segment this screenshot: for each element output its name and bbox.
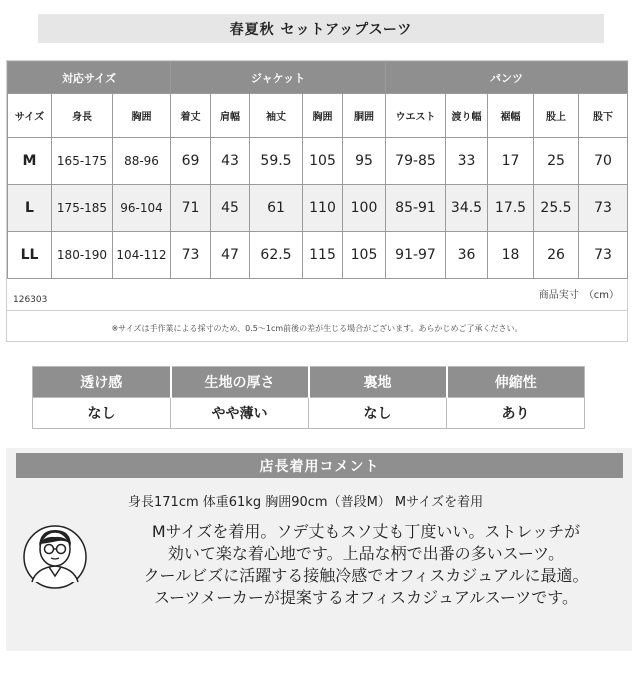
table-cell: 26 (534, 232, 579, 279)
table-cell: 45 (211, 185, 250, 232)
table-cell: 115 (303, 232, 343, 279)
feature-value: なし (33, 398, 171, 429)
feature-header: 生地の厚さ (171, 367, 309, 398)
table-cell: 104-112 (113, 232, 171, 279)
table-cell: 105 (303, 138, 343, 185)
size-note: ※サイズは手作業による採寸のため、0.5〜1cm前後の差が生じる場合がございます。あらかじめご了承ください。 (111, 324, 523, 333)
table-cell: 73 (171, 232, 211, 279)
comment-text (106, 521, 626, 609)
table-cell: 43 (211, 138, 250, 185)
feature-header: 裏地 (309, 367, 447, 398)
table-cell: 62.5 (250, 232, 303, 279)
table-cell: 100 (343, 185, 386, 232)
column-header: 着丈 (171, 94, 211, 138)
table-cell: 59.5 (250, 138, 303, 185)
table-cell: 70 (579, 138, 628, 185)
comment-line: スーツメーカーが提案するオフィスカジュアルスーツです。 (153, 588, 578, 607)
column-header-row (8, 94, 628, 138)
feature-value: やや薄い (171, 398, 309, 429)
feature-header: 透け感 (33, 367, 171, 398)
product-code: 126303 (13, 295, 48, 305)
table-row (8, 138, 628, 185)
column-header: 袖丈 (250, 94, 303, 138)
column-header: 股上 (534, 94, 579, 138)
size-cell: LL (8, 232, 52, 279)
column-header: 裾幅 (488, 94, 534, 138)
wearer-profile: 身長171cm 体重61kg 胸囲90cm（普段M） Mサイズを着用 (128, 495, 484, 510)
table-cell: 165-175 (52, 138, 113, 185)
table-row (8, 185, 628, 232)
features-value-row (33, 398, 585, 429)
comment-line: 効いて楽な着心地です。上品な柄で出番の多いスーツ。 (167, 544, 565, 563)
column-header: サイズ (8, 94, 52, 138)
feature-value: なし (309, 398, 447, 429)
feature-header: 伸縮性 (447, 367, 585, 398)
column-header: 身長 (52, 94, 113, 138)
feature-value: あり (447, 398, 585, 429)
column-header: 胴囲 (343, 94, 386, 138)
table-cell: 18 (488, 232, 534, 279)
man-with-glasses-avatar-icon (22, 516, 88, 598)
table-cell: 71 (171, 185, 211, 232)
table-cell: 175-185 (52, 185, 113, 232)
manager-comment-section (6, 448, 632, 651)
page-title: 春夏秋 セットアップスーツ (38, 14, 604, 43)
group-header: ジャケット (171, 62, 386, 94)
table-cell: 36 (446, 232, 488, 279)
table-cell: 85-91 (386, 185, 446, 232)
table-cell: 33 (446, 138, 488, 185)
size-cell: L (8, 185, 52, 232)
group-header-row (8, 62, 628, 94)
column-header: 渡り幅 (446, 94, 488, 138)
divider (7, 310, 627, 311)
table-cell: 17 (488, 138, 534, 185)
column-header: ウエスト (386, 94, 446, 138)
table-cell: 34.5 (446, 185, 488, 232)
table-cell: 69 (171, 138, 211, 185)
column-header: 胸囲 (303, 94, 343, 138)
table-row (8, 232, 628, 279)
table-cell: 96-104 (113, 185, 171, 232)
column-header: 股下 (579, 94, 628, 138)
column-header: 胸囲 (113, 94, 171, 138)
table-cell: 25 (534, 138, 579, 185)
group-header: パンツ (386, 62, 628, 94)
features-header-row (33, 367, 585, 398)
table-cell: 73 (579, 232, 628, 279)
table-cell: 79-85 (386, 138, 446, 185)
features-table (32, 366, 585, 429)
table-cell: 61 (250, 185, 303, 232)
size-chart (6, 60, 628, 342)
table-cell: 95 (343, 138, 386, 185)
column-header: 肩幅 (211, 94, 250, 138)
group-header: 対応サイズ (8, 62, 171, 94)
table-cell: 47 (211, 232, 250, 279)
comment-line: クールビズに活躍する接触冷感でオフィスカジュアルに最適。 (143, 566, 589, 585)
table-cell: 17.5 (488, 185, 534, 232)
unit-label: 商品実寸 （cm） (538, 290, 619, 301)
table-cell: 88-96 (113, 138, 171, 185)
table-cell: 25.5 (534, 185, 579, 232)
comment-line: Mサイズを着用。ソデ丈もスソ丈も丁度いい。ストレッチが (151, 522, 581, 541)
table-cell: 180-190 (52, 232, 113, 279)
table-cell: 73 (579, 185, 628, 232)
table-cell: 105 (343, 232, 386, 279)
comment-heading: 店長着用コメント (16, 453, 623, 478)
table-cell: 110 (303, 185, 343, 232)
size-cell: M (8, 138, 52, 185)
size-table (7, 61, 628, 279)
table-cell: 91-97 (386, 232, 446, 279)
